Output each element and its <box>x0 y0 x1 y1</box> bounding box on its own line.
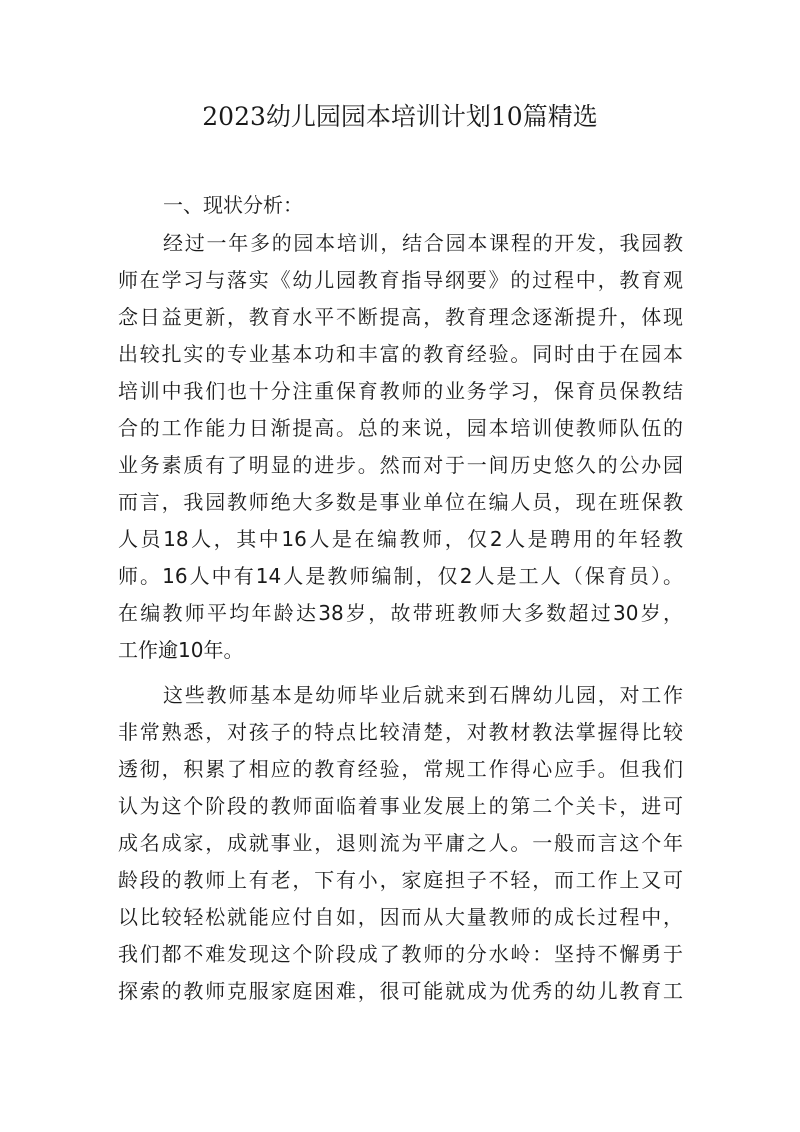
paragraph-line: 业务素质有了明显的进步。然而对于一间历史悠久的公办园 <box>118 453 683 477</box>
paragraph-line: 这些教师基本是幼师毕业后就来到石牌幼儿园，对工作 <box>163 683 683 707</box>
paragraph-line: 探索的教师克服家庭困难，很可能就成为优秀的幼儿教育工 <box>118 979 683 1003</box>
paragraph-line: 在编教师平均年龄达38岁，故带班教师大多数超过30岁， <box>118 601 683 625</box>
paragraph-line: 而言，我园教师绝大多数是事业单位在编人员，现在班保教 <box>118 490 683 514</box>
document-title: 2023幼儿园园本培训计划10篇精选 <box>202 102 598 131</box>
section-heading: 一、现状分析： <box>163 193 303 217</box>
paragraph-line: 师。16人中有14人是教师编制，仅2人是工人（保育员）。 <box>118 564 683 588</box>
paragraph-line: 以比较轻松就能应付自如，因而从大量教师的成长过程中， <box>118 905 683 929</box>
paragraph-line: 合的工作能力日渐提高。总的来说，园本培训使教师队伍的 <box>118 416 683 440</box>
paragraph-line: 出较扎实的专业基本功和丰富的教育经验。同时由于在园本 <box>118 342 683 366</box>
paragraph-line: 经过一年多的园本培训，结合园本课程的开发，我园教 <box>163 231 683 255</box>
paragraph-line: 念日益更新，教育水平不断提高，教育理念逐渐提升，体现 <box>118 305 683 329</box>
paragraph-line: 师在学习与落实《幼儿园教育指导纲要》的过程中，教育观 <box>118 268 683 292</box>
paragraph-line: 我们都不难发现这个阶段成了教师的分水岭：坚持不懈勇于 <box>118 942 683 966</box>
paragraph-line: 透彻，积累了相应的教育经验，常规工作得心应手。但我们 <box>118 757 683 781</box>
paragraph-line: 成名成家，成就事业，退则流为平庸之人。一般而言这个年 <box>118 831 683 855</box>
paragraph-line: 认为这个阶段的教师面临着事业发展上的第二个关卡，进可 <box>118 794 683 818</box>
paragraph-line: 龄段的教师上有老，下有小，家庭担子不轻，而工作上又可 <box>118 868 683 892</box>
paragraph-line: 人员18人，其中16人是在编教师，仅2人是聘用的年轻教 <box>118 527 683 551</box>
paragraph-line: 培训中我们也十分注重保育教师的业务学习，保育员保教结 <box>118 379 683 403</box>
paragraph-line: 非常熟悉，对孩子的特点比较清楚，对教材教法掌握得比较 <box>118 720 683 744</box>
paragraph-line: 工作逾10年。 <box>118 638 244 662</box>
